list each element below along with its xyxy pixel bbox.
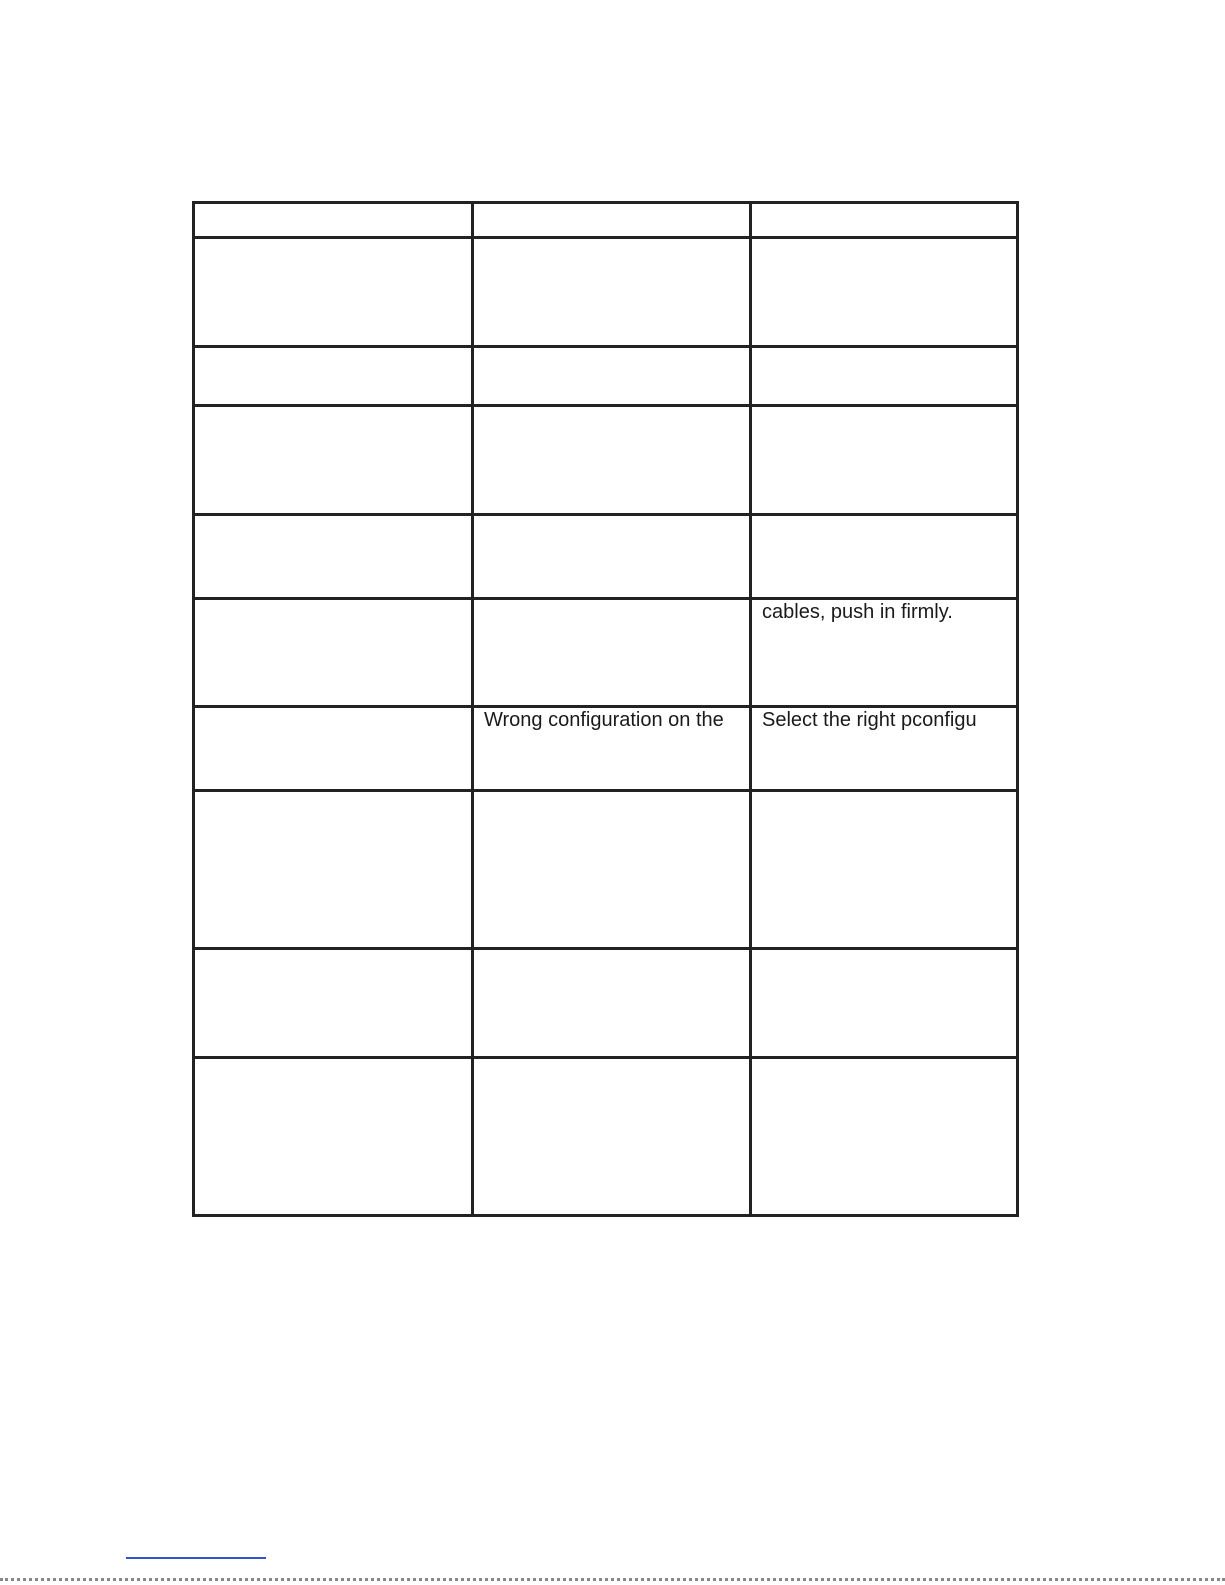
page-bottom-edge bbox=[0, 1578, 1225, 1581]
table-row bbox=[194, 347, 1018, 406]
table-cell bbox=[473, 949, 751, 1058]
footer-link-underline bbox=[126, 1557, 266, 1559]
header-cell-1 bbox=[194, 203, 473, 238]
table-cell bbox=[194, 949, 473, 1058]
header-cell-3 bbox=[751, 203, 1018, 238]
table-row bbox=[194, 599, 1018, 707]
table-row bbox=[194, 1058, 1018, 1216]
table-cell bbox=[194, 707, 473, 791]
table-cell bbox=[473, 515, 751, 599]
table-cell bbox=[751, 238, 1018, 347]
table-cell bbox=[751, 1058, 1018, 1216]
header-cell-2 bbox=[473, 203, 751, 238]
table-row bbox=[194, 949, 1018, 1058]
table-cell bbox=[473, 1058, 751, 1216]
table-row bbox=[194, 791, 1018, 949]
table-row bbox=[194, 515, 1018, 599]
table-row bbox=[194, 406, 1018, 515]
table-cell bbox=[751, 406, 1018, 515]
troubleshooting-table bbox=[192, 201, 1019, 1217]
table-cell bbox=[194, 599, 473, 707]
table-cell bbox=[194, 238, 473, 347]
table-cell bbox=[473, 791, 751, 949]
solution-cell-select-configuration: Select the right pconfigu bbox=[751, 707, 1018, 791]
table-cell bbox=[473, 238, 751, 347]
table-cell bbox=[194, 1058, 473, 1216]
table-header-row bbox=[194, 203, 1018, 238]
table-cell bbox=[473, 406, 751, 515]
table-cell bbox=[194, 515, 473, 599]
table-cell bbox=[194, 406, 473, 515]
table-cell bbox=[751, 515, 1018, 599]
solution-cell-cables: cables, push in firmly. bbox=[751, 599, 1018, 707]
table-cell bbox=[473, 599, 751, 707]
table-cell bbox=[751, 949, 1018, 1058]
table-row bbox=[194, 238, 1018, 347]
table-cell bbox=[194, 791, 473, 949]
table-cell bbox=[194, 347, 473, 406]
table-row bbox=[194, 707, 1018, 791]
cause-cell-wrong-configuration: Wrong configuration on the bbox=[473, 707, 751, 791]
table-cell bbox=[751, 791, 1018, 949]
table-cell bbox=[751, 347, 1018, 406]
table-cell bbox=[473, 347, 751, 406]
